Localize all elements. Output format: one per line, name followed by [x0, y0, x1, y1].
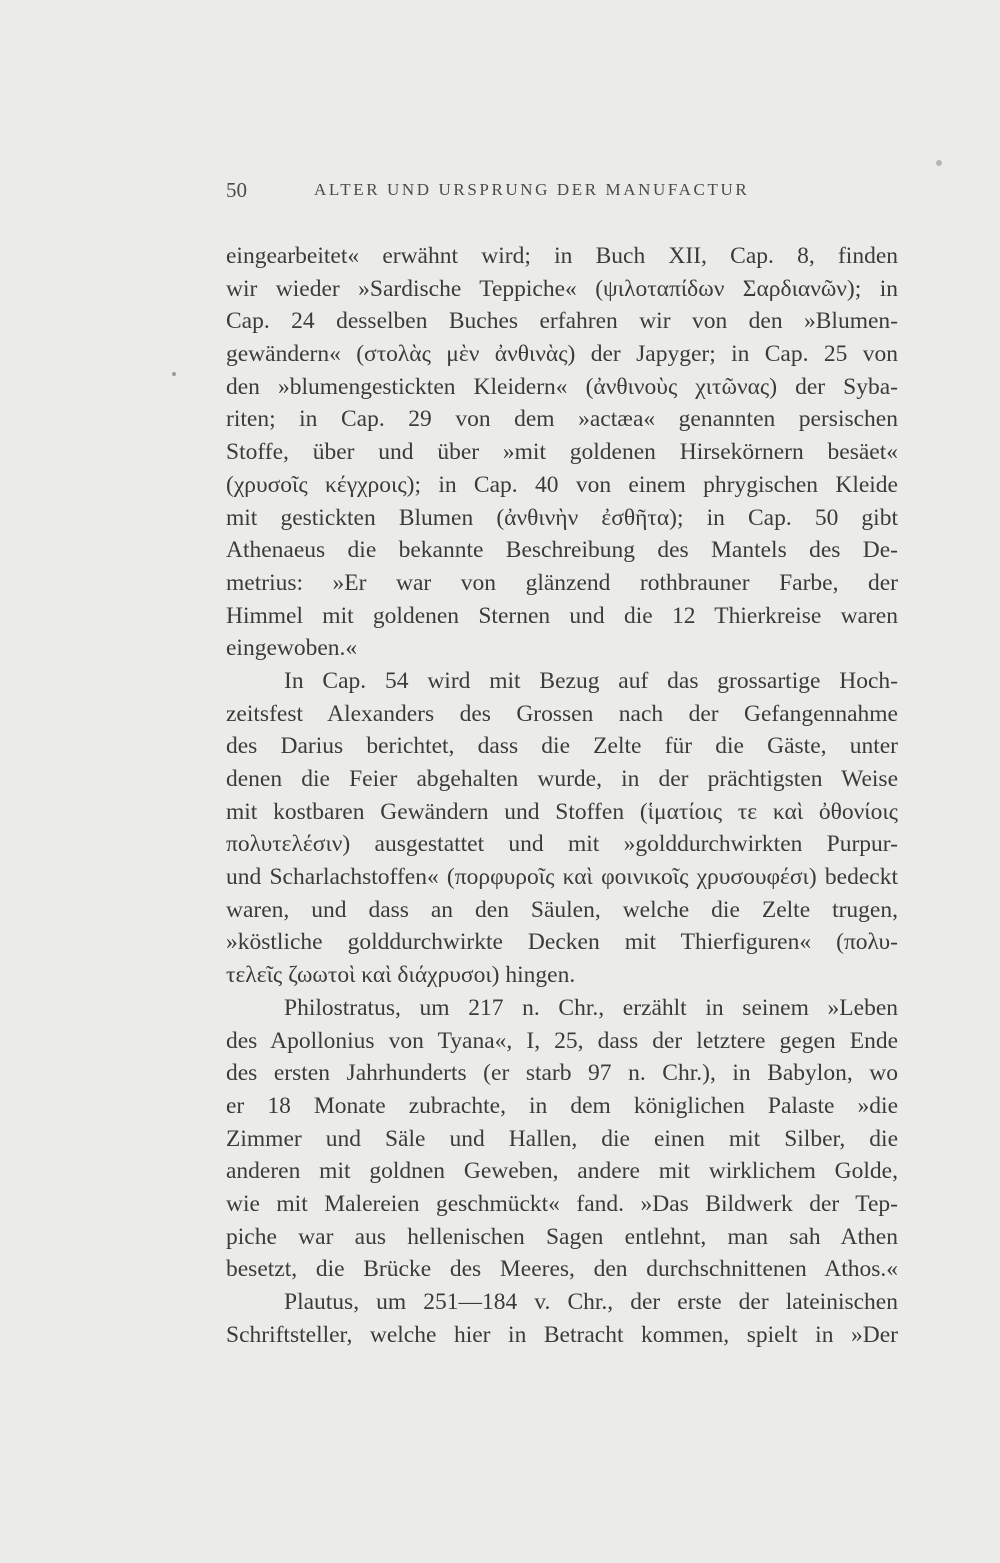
text-line: besetzt, die Brücke des Meeres, den durchschnittenen Athos.« [226, 1256, 898, 1283]
text-line: und Scharlachstoffen« (πορφυροῖς καὶ φοινικοῖς χρυσουφέσι) bedeckt [226, 864, 898, 891]
text-line: gewändern« (στολὰς μὲν ἀνθινὰς) der Japyger; in Cap. 25 von [226, 341, 898, 368]
text-line: Cap. 24 desselben Buches erfahren wir von den »Blumen- [226, 308, 898, 335]
text-line: Philostratus, um 217 n. Chr., erzählt in seinem »Leben [284, 994, 898, 1021]
text-line: In Cap. 54 wird mit Bezug auf das grossartige Hoch- [284, 667, 898, 694]
text-line: des ersten Jahrhunderts (er starb 97 n. Chr.), in Babylon, wo [226, 1060, 898, 1087]
running-title: ALTER UND URSPRUNG DER MANUFACTUR [314, 180, 750, 199]
text-line: denen die Feier abgehalten wurde, in der prächtigsten Weise [226, 766, 898, 792]
text-line: Himmel mit goldenen Sternen und die 12 Thierkreise waren [226, 602, 898, 629]
text-line: metrius: »Er war von glänzend rothbrauner Farbe, der [226, 569, 898, 596]
text-line: Plautus, um 251—184 v. Chr., der erste der lateinischen [284, 1289, 898, 1315]
text-line: Athenaeus die bekannte Beschreibung des Mantels des De- [226, 537, 898, 564]
text-line: πολυτελέσιν) ausgestattet und mit »golddurchwirkten Purpur- [226, 831, 898, 858]
text-line: eingewoben.« [226, 635, 358, 662]
paper-speck [172, 372, 176, 376]
page-number: 50 [226, 178, 247, 202]
text-line: Zimmer und Säle und Hallen, die einen mit Silber, die [226, 1125, 898, 1152]
body-text [226, 240, 898, 1360]
text-line: »köstliche golddurchwirkte Decken mit Thierfiguren« (πολυ- [226, 929, 898, 956]
text-line: (χρυσοῖς κέγχροις); in Cap. 40 von einem phrygischen Kleide [226, 471, 898, 498]
text-line: Stoffe, über und über »mit goldenen Hirsekörnern besäet« [226, 439, 898, 466]
paper-speck [936, 160, 942, 166]
text-line: wir wieder »Sardische Teppiche« (ψιλοταπίδων Σαρδιανῶν); in [226, 275, 898, 302]
text-line: den »blumengestickten Kleidern« (ἀνθινοὺς χιτῶνας) der Syba- [226, 373, 898, 400]
text-line: des Darius berichtet, dass die Zelte für die Gäste, unter [226, 733, 898, 760]
text-line: des Apollonius von Tyana«, I, 25, dass der letztere gegen Ende [226, 1027, 898, 1054]
page-header [226, 178, 906, 208]
text-line: τελεῖς ζωωτοὶ καὶ διάχρυσοι) hingen. [226, 962, 576, 989]
text-line: er 18 Monate zubrachte, in dem königlichen Palaste »die [226, 1092, 898, 1119]
text-line: anderen mit goldnen Geweben, andere mit wirklichem Golde, [226, 1158, 898, 1185]
text-line: eingearbeitet« erwähnt wird; in Buch XII, Cap. 8, finden [226, 243, 898, 269]
text-line: waren, und dass an den Säulen, welche die Zelte trugen, [226, 896, 898, 923]
text-line: wie mit Malereien geschmückt« fand. »Das Bildwerk der Tep- [226, 1190, 898, 1217]
text-line: Schriftsteller, welche hier in Betracht kommen, spielt in »Der [226, 1321, 898, 1348]
text-line: zeitsfest Alexanders des Grossen nach der Gefangennahme [226, 700, 898, 727]
text-line: mit kostbaren Gewändern und Stoffen (ἱματίοις τε καὶ ὀθονίοις [226, 798, 898, 825]
text-line: riten; in Cap. 29 von dem »actæa« genannten persischen [226, 406, 898, 433]
text-line: piche war aus hellenischen Sagen entlehnt, man sah Athen [226, 1223, 898, 1250]
text-line: mit gestickten Blumen (ἀνθινὴν ἐσθῆτα); in Cap. 50 gibt [226, 504, 898, 531]
